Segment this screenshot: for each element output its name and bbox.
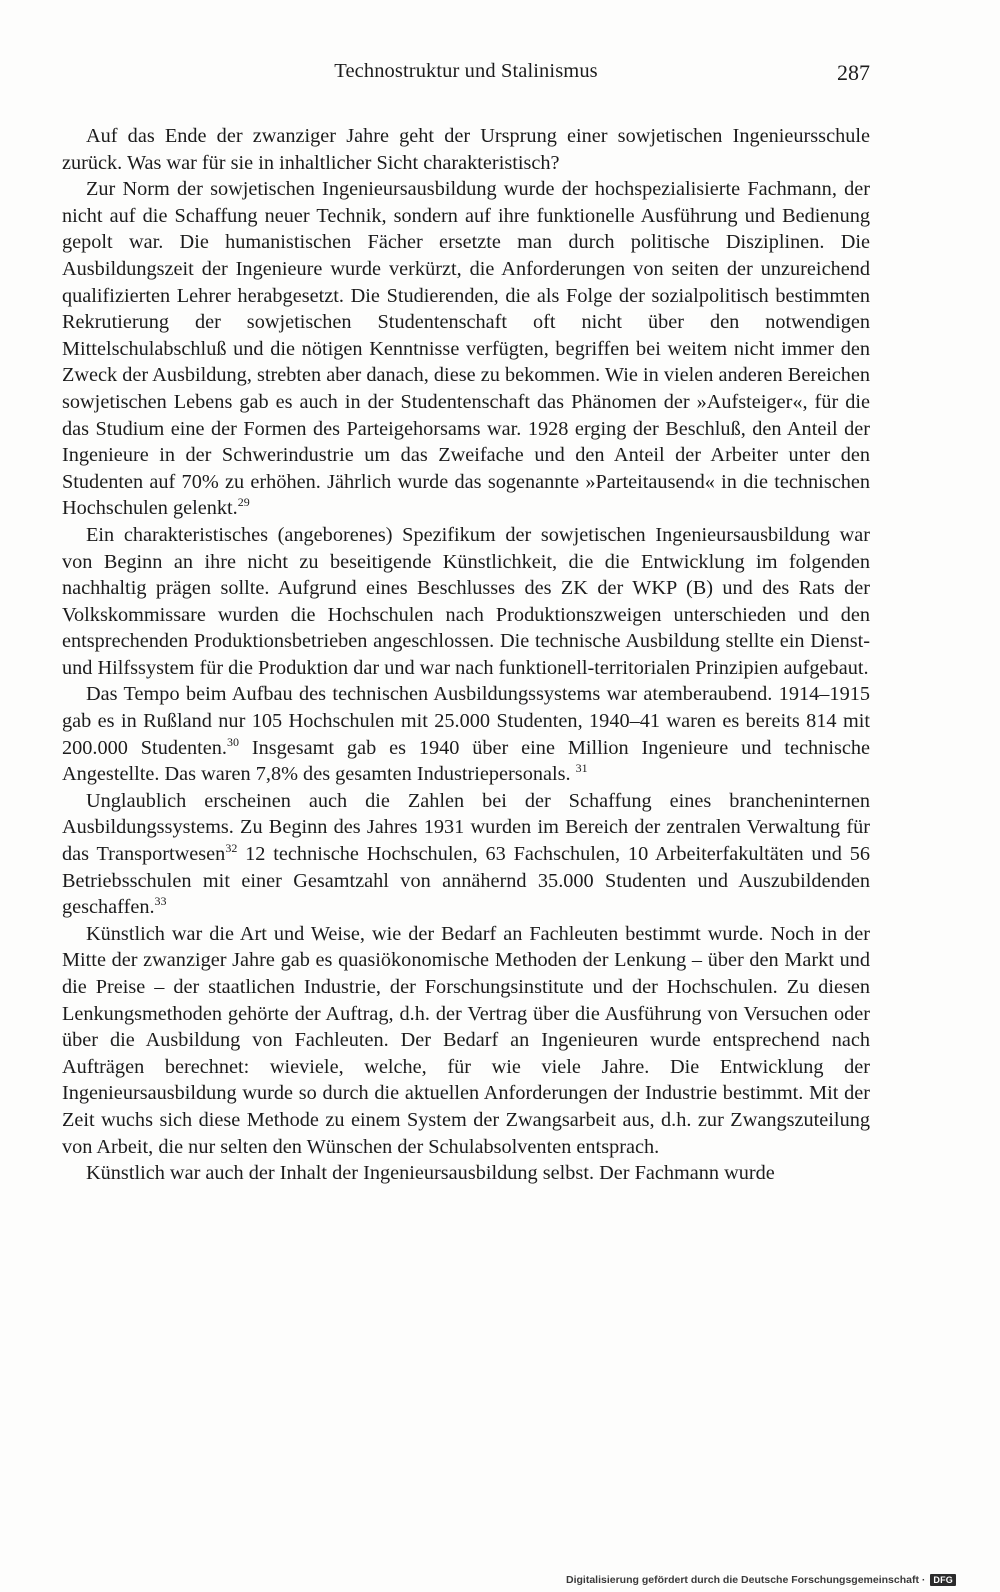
paragraph <box>62 123 870 176</box>
body-text <box>62 123 870 1187</box>
paragraph-text: Auf das Ende der zwanziger Jahre geht der Ursprung einer sowjetischen Ingenieursschule zurück. Was war für sie in inhaltlicher Sicht charakteristisch? <box>62 125 870 174</box>
paragraph-text: Ein charakteristisches (angeborenes) Spezifikum der sowjetischen Ingenieursausbildung war von Beginn an ihre nicht zu beseitigende Künstlichkeit, die die Entwicklung im folgenden nachhaltig prägen sollte. Aufgrund eines Beschlusses des ZK der WKP (B) und des Rats der Volkskommissare wurden die Hochschulen nach Produktionszweigen unterschieden und den entsprechenden Produktionsbetrieben angeschlossen. Die technische Ausbildung stellte ein Dienst- und Hilfssystem für die Produktion dar und war nach funktionell-territorialen Prinzipien aufgebaut. <box>62 523 870 679</box>
footnote-marker: 30 <box>226 734 239 749</box>
paragraph <box>62 788 870 921</box>
footnote-marker: 29 <box>237 495 250 510</box>
paragraph-text: Unglaublich erscheinen auch die Zahlen bei der Schaffung eines brancheninternen Ausbildungssystems. Zu Beginn des Jahres 1931 wurden im Bereich der zentralen Verwaltung für das Transportwesen <box>62 789 870 866</box>
page-number: 287 <box>837 60 870 85</box>
credit-text: Digitalisierung gefördert durch die Deutsche Forschungsgemeinschaft · <box>566 1574 926 1586</box>
paragraph-text: 12 technische Hochschulen, 63 Fachschulen, 10 Arbeiterfakultäten und 56 Betriebsschulen mit einer Gesamtzahl von annähernd 35.000 Studenten und Auszubildenden geschaffen. <box>62 843 870 919</box>
footnote-marker: 33 <box>154 894 167 909</box>
running-header <box>62 60 870 92</box>
footnote-marker: 31 <box>575 761 588 776</box>
footnote-marker: 32 <box>225 841 238 856</box>
running-title: Technostruktur und Stalinismus <box>334 60 598 82</box>
dfg-logo-icon: DFG <box>930 1574 956 1586</box>
paragraph <box>62 522 870 682</box>
paragraph-text: Künstlich war auch der Inhalt der Ingenieursausbildung selbst. Der Fachmann wurde <box>86 1162 775 1185</box>
paragraph-text: Zur Norm der sowjetischen Ingenieursausbildung wurde der hochspezialisierte Fachmann, der nicht auf die Schaffung neuer Technik, sondern auf ihre funktionelle Ausführung und Bedienung gepolt war. Die humanistischen Fächer ersetzte man durch politische Disziplinen. Die Ausbildungszeit der Ingenieure wurde verkürzt, die Anforderungen von seiten der unzureichend qualifizierten Lehrer herabgesetzt. Die Studierenden, die als Folge der sozialpolitisch bestimmten Rekrutierung der sowjetischen Studentenschaft oft nicht über den notwendigen Mittelschulabschluß und die nötigen Kenntnisse verfügten, begriffen bei weitem nicht immer den Zweck der Ausbildung, strebten aber danach, diese zu bekommen. Wie in vielen anderen Bereichen sowjetischen Lebens gab es auch in der Studentenschaft das Phänomen der »Aufsteiger«, für die das Studium eine der Formen des Parteigehorsams war. 1928 erging der Beschluß, den Anteil der Ingenieure in der Schwerindustrie um das Zweifache und den Anteil der Arbeiter unter den Studenten auf 70% zu erhöhen. Jährlich wurde das sogenannte »Parteitausend« in die technischen Hochschulen gelenkt. <box>62 178 870 520</box>
digitization-credit <box>566 1574 956 1586</box>
paragraph <box>62 1160 870 1187</box>
paragraph-text: Künstlich war die Art und Weise, wie der Bedarf an Fachleuten bestimmt wurde. Noch in der Mitte der zwanziger Jahre gab es quasiökonomische Methoden der Lenkung – über den Markt und die Preise – der staatlichen Industrie, der Forschungsinstitute und der Hochschulen. Zu diesen Lenkungsmethoden gehörte der Auftrag, d.h. der Vertrag über die Ausführung von Versuchen oder über die Ausbildung von Fachleuten. Der Bedarf an Ingenieuren wurde entsprechend nach Aufträgen berechnet: wieviele, welche, für wie viele Jahre. Die Entwicklung der Ingenieursausbildung wurde so durch die aktuellen Anforderungen der Industrie bestimmt. Mit der Zeit wuchs sich diese Methode zu einem System der Zwangsarbeit aus, d.h. zur Zwangszuteilung von Arbeit, die nur selten den Wünschen der Schulabsolventen entsprach. <box>62 922 870 1158</box>
paragraph <box>62 176 870 522</box>
paragraph-text: Das Tempo beim Aufbau des technischen Ausbildungssystems war atemberaubend. 1914–1915 gab es in Rußland nur 105 Hochschulen mit 25.000 Studenten, 1940–41 waren es bereits 814 mit 200.000 Studenten. <box>62 683 870 759</box>
paragraph <box>62 681 870 787</box>
paragraph-text: Insgesamt gab es 1940 über eine Million Ingenieure und technische Angestellte. Das waren 7,8% des gesamten Industriepersonals. <box>62 736 870 786</box>
paragraph <box>62 921 870 1160</box>
